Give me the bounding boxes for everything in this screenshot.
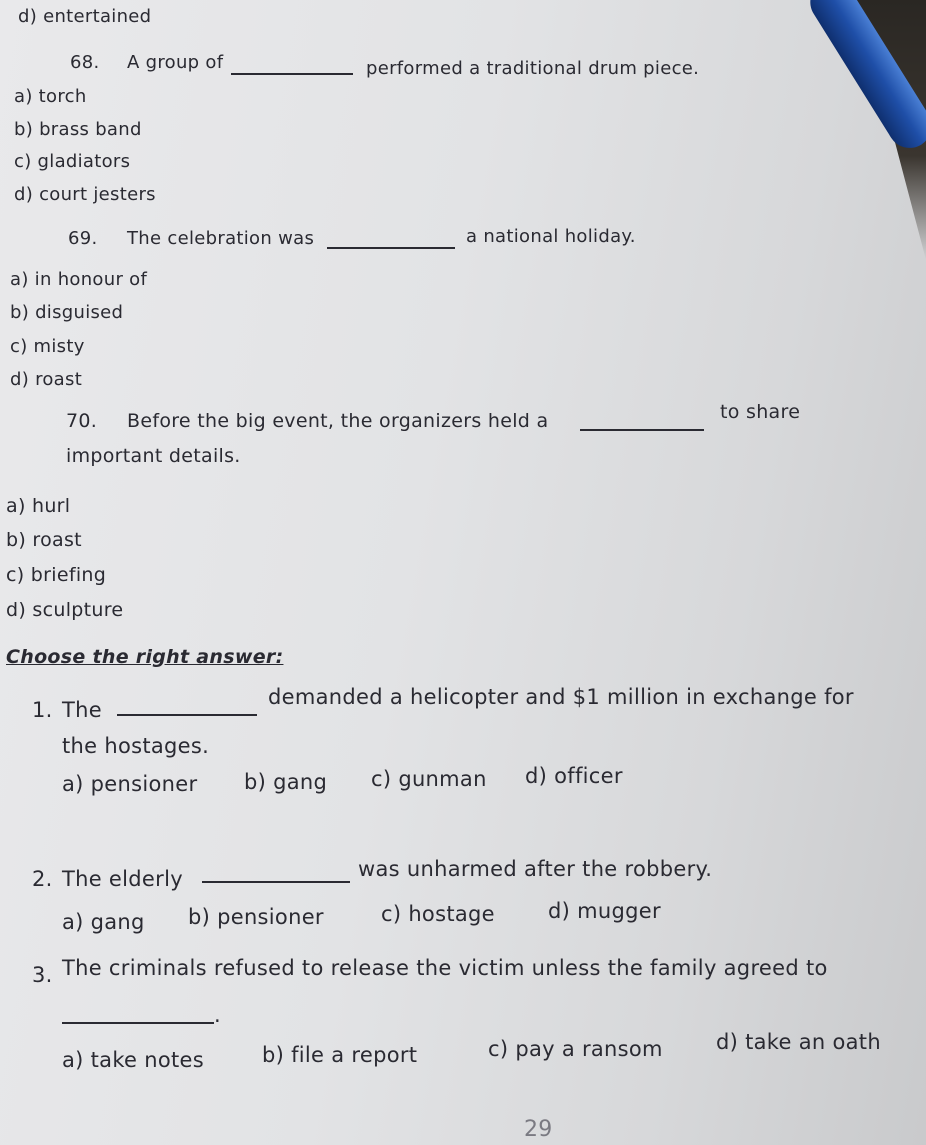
s2-option-d: d) mugger xyxy=(548,899,661,923)
q70-option-d: d) sculpture xyxy=(6,599,124,621)
s3-option-a: a) take notes xyxy=(62,1048,204,1072)
s1-answer-blank xyxy=(117,714,257,716)
q69-text-before: The celebration was xyxy=(127,228,315,249)
q68-text-after: performed a traditional drum piece. xyxy=(366,58,700,79)
s2-answer-blank xyxy=(202,881,350,883)
s1-option-d: d) officer xyxy=(525,764,623,788)
q68-text-before: A group of xyxy=(127,52,224,73)
s1-text-before: The xyxy=(62,698,102,722)
q68-answer-blank xyxy=(231,73,353,75)
q68-option-d: d) court jesters xyxy=(14,184,156,205)
s2-option-a: a) gang xyxy=(62,910,145,934)
s3-end-period: . xyxy=(214,1003,221,1027)
q68-option-b: b) brass band xyxy=(14,119,142,140)
s1-text-line2: the hostages. xyxy=(62,734,210,758)
q69-option-b: b) disguised xyxy=(10,302,124,323)
q69-answer-blank xyxy=(327,247,455,249)
section-heading: Choose the right answer: xyxy=(6,646,284,668)
q70-option-b: b) roast xyxy=(6,529,82,551)
q68-number: 68. xyxy=(70,52,100,73)
s3-number: 3. xyxy=(32,963,53,987)
s2-text-before: The elderly xyxy=(62,867,183,891)
s3-option-b: b) file a report xyxy=(262,1043,418,1067)
q70-option-c: c) briefing xyxy=(6,564,107,586)
q70-text-before: Before the big event, the organizers held a xyxy=(127,410,549,432)
prev-option: d) entertained xyxy=(18,6,152,27)
q70-option-a: a) hurl xyxy=(6,495,71,517)
q70-answer-blank xyxy=(580,429,704,431)
q70-text-line2: important details. xyxy=(66,445,241,467)
q69-option-d: d) roast xyxy=(10,369,83,390)
s1-text-after: demanded a helicopter and $1 million in exchange for xyxy=(268,685,854,709)
q70-number: 70. xyxy=(66,410,98,432)
q70-text-after: to share xyxy=(720,401,801,423)
s2-option-c: c) hostage xyxy=(381,902,495,926)
s1-option-a: a) pensioner xyxy=(62,772,198,796)
q68-option-a: a) torch xyxy=(14,86,87,107)
s3-text: The criminals refused to release the victim unless the family agreed to xyxy=(62,956,828,980)
s1-option-b: b) gang xyxy=(244,770,328,794)
s1-number: 1. xyxy=(32,698,53,722)
s3-option-d: d) take an oath xyxy=(716,1030,881,1054)
q69-text-after: a national holiday. xyxy=(466,226,636,247)
q69-option-c: c) misty xyxy=(10,336,85,357)
s3-option-c: c) pay a ransom xyxy=(488,1037,663,1061)
s3-answer-blank xyxy=(62,1022,214,1024)
s1-option-c: c) gunman xyxy=(371,767,487,791)
page-number: 29 xyxy=(524,1117,553,1142)
s2-text-after: was unharmed after the robbery. xyxy=(358,857,713,881)
q69-number: 69. xyxy=(68,228,98,249)
q68-option-c: c) gladiators xyxy=(14,151,131,172)
s2-option-b: b) pensioner xyxy=(188,905,324,929)
q69-option-a: a) in honour of xyxy=(10,269,148,290)
s2-number: 2. xyxy=(32,867,53,891)
